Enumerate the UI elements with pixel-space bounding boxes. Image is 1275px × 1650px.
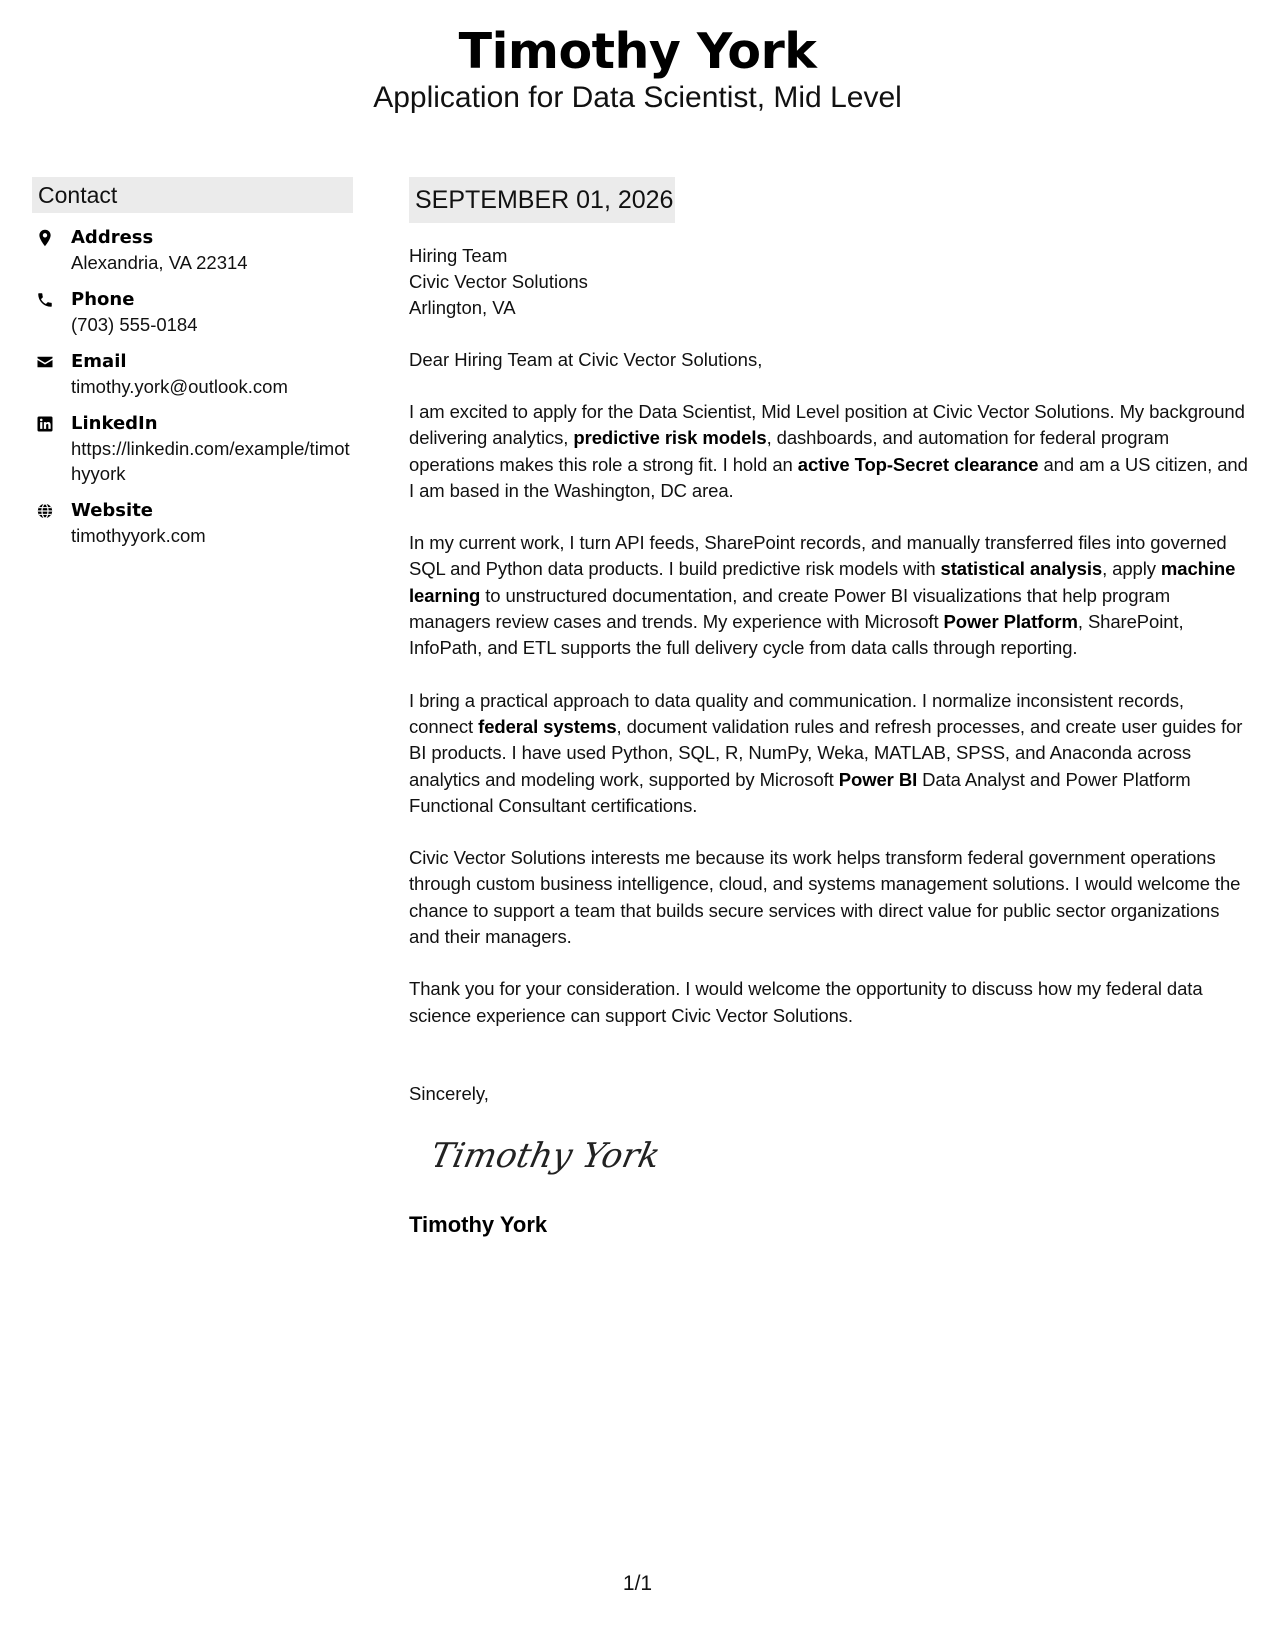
paragraph-text: , SharePoint, InfoPath, and ETL supports the full delivery cycle from data calls through reporting. — [409, 611, 1184, 659]
letter-paragraph — [409, 976, 1249, 1029]
contact-label: Email — [71, 351, 127, 372]
paragraph-text: , dashboards, and automation for federal program operations makes this role a strong fit. I hold an — [409, 427, 1170, 475]
emphasized-phrase: Power Platform — [943, 611, 1078, 633]
emphasized-phrase: statistical analysis — [940, 558, 1103, 580]
paragraph-text: In my current work, I turn API feeds, SharePoint records, and manually transferred files into governed SQL and Python data products. I build predictive risk models with — [409, 532, 1227, 580]
letter-paragraph — [409, 399, 1249, 504]
contact-value: (703) 555-0184 — [71, 314, 198, 335]
paragraph-text: I bring a practical approach to data quality and communication. I normalize inconsistent records, connect — [409, 689, 1184, 737]
contact-heading: Contact — [32, 177, 353, 213]
contact-label: Website — [71, 500, 154, 521]
signature-image — [435, 1127, 675, 1187]
emphasized-phrase: active Top-Secret clearance — [797, 453, 1039, 475]
letter-paragraph — [409, 688, 1249, 819]
emphasized-phrase: machine learning — [409, 558, 1236, 606]
emphasized-phrase: predictive risk models — [573, 427, 767, 449]
contact-label: Address — [71, 227, 154, 248]
handwritten-signature — [435, 1127, 1249, 1187]
signature-text: Timothy York — [435, 1136, 664, 1176]
contact-sidebar — [32, 177, 353, 548]
signer-name: Timothy York — [409, 1211, 548, 1237]
recipient-line: Civic Vector Solutions — [409, 271, 588, 292]
letter-paragraph — [409, 530, 1249, 661]
linkedin-icon — [36, 415, 54, 433]
contact-email — [32, 349, 353, 399]
paragraph-text: Civic Vector Solutions interests me because its work helps transform federal government operations through custom business intelligence, cloud, and systems management solutions. I would welcome the chance to support a team that builds secure services with direct value for public sector organizations and their managers. — [409, 847, 1241, 948]
contact-label: Phone — [71, 289, 135, 310]
letter-header — [0, 22, 1275, 116]
paragraph-text: I am excited to apply for the Data Scientist, Mid Level position at Civic Vector Solutions. My background delivering analytics, — [409, 401, 1245, 449]
paragraph-text: and am a US citizen, and I am based in the Washington, DC area. — [409, 453, 1248, 501]
paragraph-text: , apply — [1102, 558, 1161, 580]
paragraph-text: , document validation rules and refresh processes, and create user guides for BI products. I have used Python, SQL, R, NumPy, Weka, MATLAB, SPSS, and Anaconda across analytics and modeling work, supported by Microsoft — [409, 715, 1243, 790]
applicant-name: Timothy York — [458, 23, 817, 80]
closing: Sincerely, — [409, 1082, 489, 1104]
application-subtitle: Application for Data Scientist, Mid Level — [373, 81, 902, 114]
recipient-line: Hiring Team — [409, 245, 508, 266]
emphasized-phrase: federal systems — [478, 715, 617, 737]
contact-linkedin — [32, 411, 353, 486]
globe-icon — [36, 502, 54, 520]
contact-value: Alexandria, VA 22314 — [71, 252, 248, 273]
linkedin-link[interactable]: https://linkedin.com/example/timothyyork — [71, 438, 350, 484]
recipient-line: Arlington, VA — [409, 297, 516, 318]
envelope-icon — [36, 353, 54, 371]
email-link[interactable]: timothy.york@outlook.com — [71, 376, 288, 397]
page-number: 1/1 — [622, 1572, 653, 1595]
website-link[interactable]: timothyyork.com — [71, 525, 206, 546]
letter-paragraph — [409, 845, 1249, 950]
phone-icon — [36, 291, 54, 309]
recipient-block — [409, 243, 1249, 321]
contact-address — [32, 225, 353, 275]
paragraph-text: Thank you for your consideration. I would welcome the opportunity to discuss how my federal data science experience can support Civic Vector Solutions. — [409, 978, 1203, 1026]
letter-body — [409, 177, 1249, 1239]
letter-date: SEPTEMBER 01, 2026 — [409, 177, 675, 223]
emphasized-phrase: Power BI — [838, 768, 918, 790]
paragraph-text: Data Analyst and Power Platform Functional Consultant certifications. — [409, 768, 1191, 816]
contact-label: LinkedIn — [71, 413, 158, 434]
salutation: Dear Hiring Team at Civic Vector Solutions, — [409, 349, 763, 370]
contact-phone — [32, 287, 353, 337]
map-pin-icon — [36, 229, 54, 247]
contact-website — [32, 498, 353, 548]
paragraph-text: to unstructured documentation, and create Power BI visualizations that help program managers review cases and trends. My experience with Microsoft — [409, 584, 1171, 633]
